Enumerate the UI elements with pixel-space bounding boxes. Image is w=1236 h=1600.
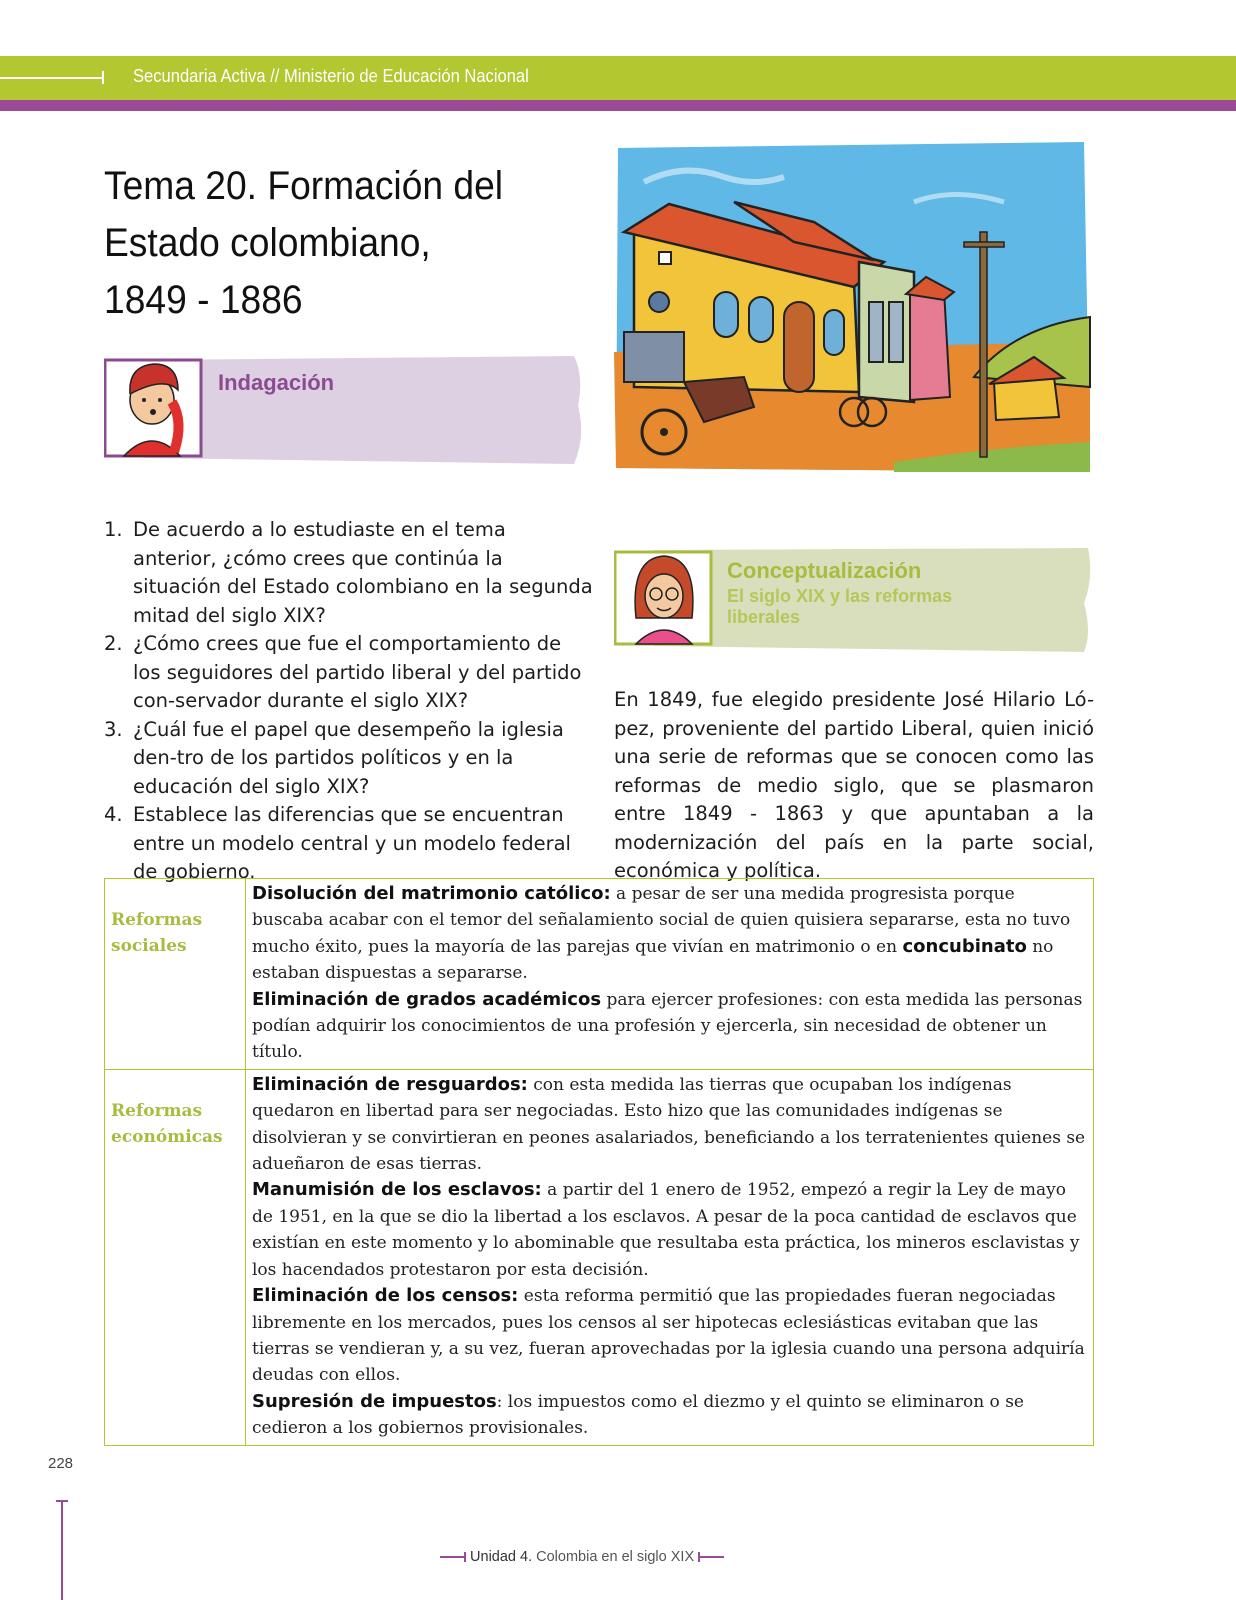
question-text: ¿Cuál fue el papel que desempeño la iglesia den-tro de los partidos políticos y en la educación del siglo XIX? xyxy=(133,717,564,798)
reform-text: esta reforma permitió que las propiedades fueran negociadas libremente en los mercados, pues los censos al ser hipotecas eclesiásticas evitaban que las tierras se vendieran y, a su vez, fueran aprovechadas por la iglesia cuando una persona adquiría deudas con ellos. xyxy=(252,1286,1085,1386)
question-number: 2. xyxy=(104,632,123,655)
footer-title: Colombia en el siglo XIX xyxy=(536,1549,695,1565)
header-tick xyxy=(102,71,104,84)
reform-term: Eliminación de los censos: xyxy=(252,1285,519,1307)
reform-text: : los impuestos como el diezmo y el quinto se eliminaron o se cedieron a los gobiernos provisionales. xyxy=(252,1391,1024,1439)
reform-term: Disolución del matrimonio católico: xyxy=(252,883,611,904)
title-line-3: 1849 - 1886 xyxy=(104,278,303,322)
reform-term: Eliminación de grados académicos xyxy=(252,988,602,1010)
question-number: 1. xyxy=(104,518,123,541)
reform-term: Manumisión de los esclavos: xyxy=(252,1179,542,1201)
reform-text: para ejercer profesiones: con esta medida las personas podían adquirir los conocimientos de una profesión y ejercerla, sin necesidad de obtener un título. xyxy=(252,989,1083,1063)
title-line-1: Tema 20. Formación del xyxy=(104,164,504,208)
reform-text: a partir del 1 enero de 1952, empezó a regir la Ley de mayo de 1951, en la que se dio la libertad a los esclavos. A pesar de la poca cantidad de esclavos que existían en este momento y lo abominable que resultaba esta práctica, los mineros esclavistas y los hacendados protestaron por esta decisión. xyxy=(252,1180,1080,1280)
indagacion-background xyxy=(104,356,586,468)
table-row xyxy=(105,1069,1094,1445)
page-number: 228 xyxy=(48,1455,74,1472)
indagacion-title: Indagación xyxy=(218,370,335,395)
question-number: 4. xyxy=(104,803,123,826)
footer-unit: Unidad 4. xyxy=(470,1549,533,1565)
header-stripe xyxy=(0,100,1236,111)
question-text: De acuerdo a lo estudiaste en el tema anterior, ¿cómo crees que continúa la situación del Estado colombiano en la segunda mitad del siglo XIX? xyxy=(133,518,593,627)
page-title xyxy=(104,158,550,329)
reformas-sociales-label: Reformas sociales xyxy=(105,879,246,1070)
reformas-sociales-content xyxy=(246,879,1094,1070)
footer-rule-left xyxy=(440,1556,466,1558)
list-item xyxy=(104,716,594,802)
reform-term: concubinato xyxy=(902,935,1027,957)
footer xyxy=(440,1549,724,1565)
colonial-street-illustration xyxy=(614,142,1092,480)
reform-item xyxy=(252,1389,1087,1442)
reform-term: Supresión de impuestos xyxy=(252,1390,497,1412)
reformas-economicas-label: Reformas económicas xyxy=(105,1069,246,1445)
indagacion-banner xyxy=(104,356,586,468)
reform-term: Eliminación de resguardos: xyxy=(252,1073,528,1095)
question-text: ¿Cómo crees que fue el comportamiento de los seguidores del partido liberal y del partido con-servador durante el siglo XIX? xyxy=(133,632,582,712)
conceptualizacion-subtitle: El siglo XIX y las reformas liberales xyxy=(727,586,953,627)
question-number: 3. xyxy=(104,717,123,741)
reformas-economicas-content xyxy=(246,1069,1094,1445)
title-line-2: Estado colombiano, xyxy=(104,221,431,265)
reform-text: no estaban dispuestas a separarse. xyxy=(252,936,1054,984)
list-item xyxy=(104,630,594,716)
reform-item xyxy=(252,881,1087,987)
reform-text: con esta medida las tierras que ocupaban los indígenas quedaron en libertad para ser negociadas. Esto hizo que las comunidades indígenas se disolvieran y se convirtieran en peones asalariados, beneficiando a los terratenientes quienes se adueñaron de esas tierras. xyxy=(252,1074,1086,1175)
intro-paragraph: En 1849, fue elegido presidente José Hilario Ló-pez, proveniente del partido Liberal, quien inició una serie de reformas que se conocen como las reformas de medio siglo, que se plasmaron entre 1849 - 1863 y que apuntaban a la modernización del país en la parte social, económica y política. xyxy=(614,688,1094,882)
reform-text: a pesar de ser una medida progresista porque buscaba acabar con el temor del señalamiento social de quien quisiera separarse, esta no tuvo mucho éxito, pues la mayoría de las parejas que vivían en matrimonio o en xyxy=(252,884,1071,957)
conceptualizacion-banner xyxy=(614,548,1094,656)
reform-item xyxy=(252,1072,1087,1178)
footer-rule-right xyxy=(698,1556,724,1558)
list-item xyxy=(104,801,594,887)
header-line xyxy=(0,77,104,79)
reform-item xyxy=(252,1177,1087,1283)
reforms-table xyxy=(104,878,1094,1446)
header-text: Secundaria Activa // Ministerio de Educación Nacional xyxy=(133,66,529,86)
question-list xyxy=(104,516,594,887)
table-row xyxy=(105,879,1094,1070)
list-item xyxy=(104,516,594,630)
question-text: Establece las diferencias que se encuentran entre un modelo central y un modelo federal de gobierno. xyxy=(133,803,571,883)
reform-item xyxy=(252,987,1087,1066)
margin-line xyxy=(61,1500,63,1600)
conceptualizacion-title: Conceptualización xyxy=(727,558,922,583)
reform-item xyxy=(252,1283,1087,1389)
